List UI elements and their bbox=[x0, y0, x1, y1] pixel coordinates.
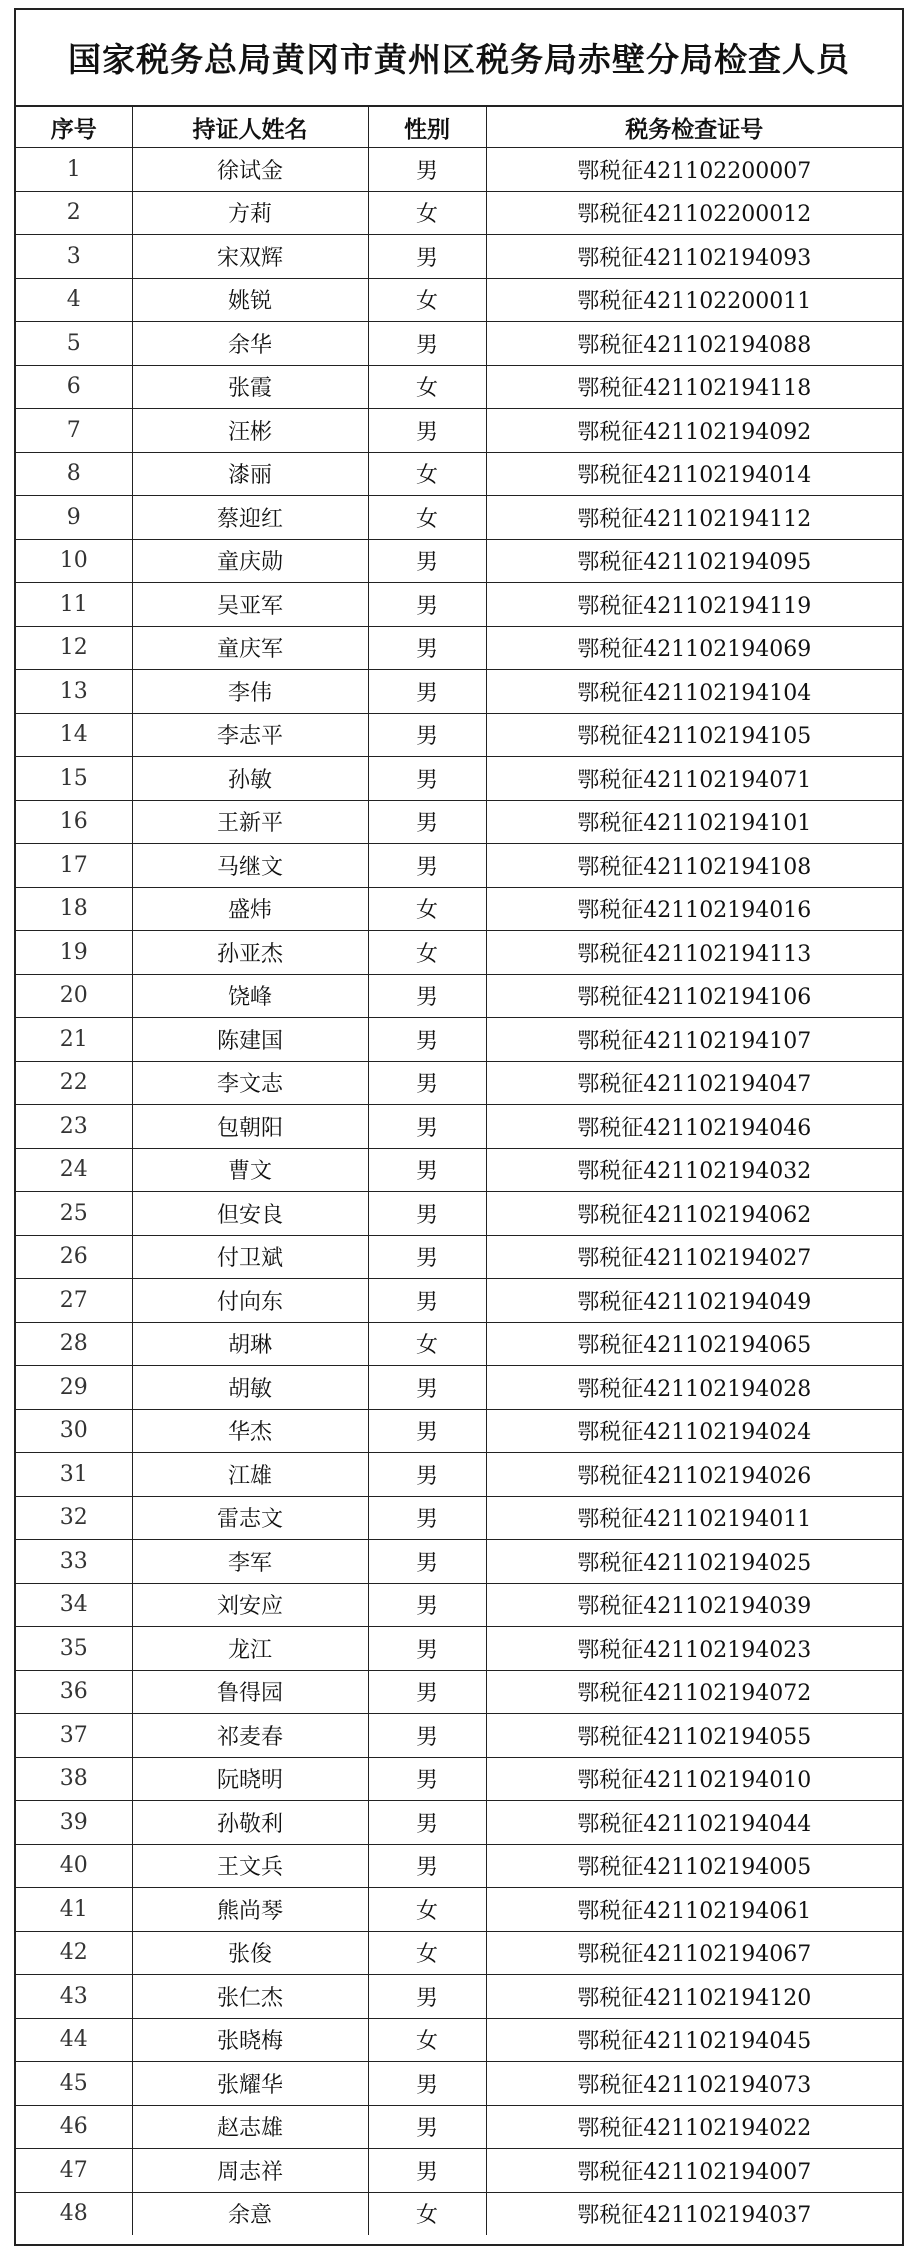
cell-index: 36 bbox=[16, 1670, 132, 1714]
cell-gender: 男 bbox=[368, 1105, 486, 1149]
cell-name: 余意 bbox=[132, 2192, 368, 2235]
cell-name: 姚锐 bbox=[132, 278, 368, 322]
cell-index: 32 bbox=[16, 1496, 132, 1540]
table-row bbox=[16, 191, 902, 235]
cell-gender: 男 bbox=[368, 148, 486, 192]
cell-gender: 男 bbox=[368, 974, 486, 1018]
cell-index: 42 bbox=[16, 1931, 132, 1975]
cell-gender: 男 bbox=[368, 1235, 486, 1279]
cell-certificate: 鄂税征421102194067 bbox=[486, 1931, 902, 1975]
cell-index: 12 bbox=[16, 626, 132, 670]
cell-certificate: 鄂税征421102194062 bbox=[486, 1192, 902, 1236]
cell-name: 蔡迎红 bbox=[132, 496, 368, 540]
cell-name: 周志祥 bbox=[132, 2149, 368, 2193]
table-row bbox=[16, 2192, 902, 2235]
cell-name: 但安良 bbox=[132, 1192, 368, 1236]
cell-gender: 男 bbox=[368, 1757, 486, 1801]
cell-name: 吴亚军 bbox=[132, 583, 368, 627]
cell-index: 38 bbox=[16, 1757, 132, 1801]
cell-certificate: 鄂税征421102194120 bbox=[486, 1975, 902, 2019]
table-row bbox=[16, 1018, 902, 1062]
table-row bbox=[16, 1409, 902, 1453]
cell-index: 3 bbox=[16, 235, 132, 279]
cell-certificate: 鄂税征421102200011 bbox=[486, 278, 902, 322]
table-row bbox=[16, 1148, 902, 1192]
cell-gender: 女 bbox=[368, 278, 486, 322]
cell-name: 鲁得园 bbox=[132, 1670, 368, 1714]
table-row bbox=[16, 322, 902, 366]
cell-index: 18 bbox=[16, 887, 132, 931]
cell-certificate: 鄂税征421102194014 bbox=[486, 452, 902, 496]
cell-name: 付向东 bbox=[132, 1279, 368, 1323]
cell-index: 39 bbox=[16, 1801, 132, 1845]
cell-index: 45 bbox=[16, 2062, 132, 2106]
cell-certificate: 鄂税征421102194071 bbox=[486, 757, 902, 801]
cell-index: 14 bbox=[16, 713, 132, 757]
cell-name: 童庆军 bbox=[132, 626, 368, 670]
cell-name: 阮晓明 bbox=[132, 1757, 368, 1801]
cell-certificate: 鄂税征421102194073 bbox=[486, 2062, 902, 2106]
cell-index: 44 bbox=[16, 2018, 132, 2062]
table-header bbox=[16, 107, 902, 148]
cell-gender: 女 bbox=[368, 2018, 486, 2062]
table-row bbox=[16, 1714, 902, 1758]
cell-name: 赵志雄 bbox=[132, 2105, 368, 2149]
cell-name: 熊尚琴 bbox=[132, 1888, 368, 1932]
cell-index: 20 bbox=[16, 974, 132, 1018]
cell-certificate: 鄂税征421102194010 bbox=[486, 1757, 902, 1801]
cell-index: 46 bbox=[16, 2105, 132, 2149]
cell-certificate: 鄂税征421102200012 bbox=[486, 191, 902, 235]
cell-index: 34 bbox=[16, 1583, 132, 1627]
table-row bbox=[16, 2062, 902, 2106]
cell-name: 孙敏 bbox=[132, 757, 368, 801]
cell-certificate: 鄂税征421102194026 bbox=[486, 1453, 902, 1497]
cell-certificate: 鄂税征421102194023 bbox=[486, 1627, 902, 1671]
cell-index: 40 bbox=[16, 1844, 132, 1888]
column-header-index: 序号 bbox=[16, 107, 132, 148]
cell-gender: 男 bbox=[368, 2105, 486, 2149]
cell-certificate: 鄂税征421102194047 bbox=[486, 1061, 902, 1105]
cell-name: 付卫斌 bbox=[132, 1235, 368, 1279]
cell-gender: 女 bbox=[368, 931, 486, 975]
table-row bbox=[16, 539, 902, 583]
cell-certificate: 鄂税征421102194106 bbox=[486, 974, 902, 1018]
cell-certificate: 鄂税征421102194032 bbox=[486, 1148, 902, 1192]
cell-index: 6 bbox=[16, 365, 132, 409]
table-row bbox=[16, 365, 902, 409]
cell-gender: 男 bbox=[368, 1148, 486, 1192]
cell-name: 孙亚杰 bbox=[132, 931, 368, 975]
cell-certificate: 鄂税征421102194055 bbox=[486, 1714, 902, 1758]
cell-index: 41 bbox=[16, 1888, 132, 1932]
table-row bbox=[16, 1757, 902, 1801]
table-row bbox=[16, 670, 902, 714]
cell-index: 17 bbox=[16, 844, 132, 888]
cell-certificate: 鄂税征421102194039 bbox=[486, 1583, 902, 1627]
cell-name: 曹文 bbox=[132, 1148, 368, 1192]
cell-gender: 男 bbox=[368, 409, 486, 453]
cell-certificate: 鄂税征421102194095 bbox=[486, 539, 902, 583]
cell-certificate: 鄂税征421102194069 bbox=[486, 626, 902, 670]
cell-index: 23 bbox=[16, 1105, 132, 1149]
cell-gender: 女 bbox=[368, 1888, 486, 1932]
cell-name: 江雄 bbox=[132, 1453, 368, 1497]
cell-gender: 男 bbox=[368, 1801, 486, 1845]
cell-certificate: 鄂税征421102194022 bbox=[486, 2105, 902, 2149]
table-row bbox=[16, 496, 902, 540]
cell-certificate: 鄂税征421102194119 bbox=[486, 583, 902, 627]
table-row bbox=[16, 1670, 902, 1714]
table-row bbox=[16, 1583, 902, 1627]
table-row bbox=[16, 1453, 902, 1497]
cell-index: 2 bbox=[16, 191, 132, 235]
table-row bbox=[16, 1235, 902, 1279]
cell-gender: 男 bbox=[368, 1192, 486, 1236]
cell-name: 王文兵 bbox=[132, 1844, 368, 1888]
table-row bbox=[16, 1366, 902, 1410]
cell-name: 王新平 bbox=[132, 800, 368, 844]
cell-gender: 男 bbox=[368, 235, 486, 279]
cell-gender: 男 bbox=[368, 1496, 486, 1540]
cell-certificate: 鄂税征421102194108 bbox=[486, 844, 902, 888]
cell-certificate: 鄂税征421102194093 bbox=[486, 235, 902, 279]
cell-index: 43 bbox=[16, 1975, 132, 2019]
table-body bbox=[16, 148, 902, 2236]
cell-name: 雷志文 bbox=[132, 1496, 368, 1540]
cell-name: 祁麦春 bbox=[132, 1714, 368, 1758]
cell-name: 李伟 bbox=[132, 670, 368, 714]
cell-gender: 男 bbox=[368, 583, 486, 627]
cell-gender: 男 bbox=[368, 322, 486, 366]
cell-name: 胡敏 bbox=[132, 1366, 368, 1410]
table-row bbox=[16, 148, 902, 192]
cell-name: 徐试金 bbox=[132, 148, 368, 192]
cell-name: 张仁杰 bbox=[132, 1975, 368, 2019]
cell-name: 盛炜 bbox=[132, 887, 368, 931]
cell-index: 21 bbox=[16, 1018, 132, 1062]
cell-name: 孙敬利 bbox=[132, 1801, 368, 1845]
page-title: 国家税务总局黄冈市黄州区税务局赤壁分局检查人员 bbox=[16, 10, 902, 107]
cell-index: 9 bbox=[16, 496, 132, 540]
inspector-roster-sheet bbox=[14, 8, 904, 2246]
cell-index: 24 bbox=[16, 1148, 132, 1192]
table-row bbox=[16, 409, 902, 453]
cell-gender: 男 bbox=[368, 1714, 486, 1758]
table-row bbox=[16, 887, 902, 931]
table-row bbox=[16, 974, 902, 1018]
cell-gender: 男 bbox=[368, 1018, 486, 1062]
cell-certificate: 鄂税征421102194024 bbox=[486, 1409, 902, 1453]
column-header-gender: 性别 bbox=[368, 107, 486, 148]
cell-name: 张霞 bbox=[132, 365, 368, 409]
table-row bbox=[16, 931, 902, 975]
cell-index: 35 bbox=[16, 1627, 132, 1671]
table-row bbox=[16, 800, 902, 844]
cell-name: 华杰 bbox=[132, 1409, 368, 1453]
table-row bbox=[16, 278, 902, 322]
cell-certificate: 鄂税征421102200007 bbox=[486, 148, 902, 192]
cell-name: 李志平 bbox=[132, 713, 368, 757]
cell-index: 26 bbox=[16, 1235, 132, 1279]
cell-index: 7 bbox=[16, 409, 132, 453]
cell-gender: 男 bbox=[368, 2062, 486, 2106]
table-row bbox=[16, 1975, 902, 2019]
column-header-name: 持证人姓名 bbox=[132, 107, 368, 148]
cell-certificate: 鄂税征421102194061 bbox=[486, 1888, 902, 1932]
table-row bbox=[16, 1801, 902, 1845]
cell-gender: 男 bbox=[368, 626, 486, 670]
cell-index: 5 bbox=[16, 322, 132, 366]
cell-gender: 男 bbox=[368, 1583, 486, 1627]
cell-gender: 男 bbox=[368, 1366, 486, 1410]
cell-gender: 男 bbox=[368, 800, 486, 844]
cell-certificate: 鄂税征421102194118 bbox=[486, 365, 902, 409]
cell-gender: 男 bbox=[368, 757, 486, 801]
header-row bbox=[16, 107, 902, 148]
cell-certificate: 鄂税征421102194046 bbox=[486, 1105, 902, 1149]
cell-name: 龙江 bbox=[132, 1627, 368, 1671]
cell-certificate: 鄂税征421102194072 bbox=[486, 1670, 902, 1714]
table-row bbox=[16, 1627, 902, 1671]
cell-index: 1 bbox=[16, 148, 132, 192]
table-row bbox=[16, 1496, 902, 1540]
cell-name: 马继文 bbox=[132, 844, 368, 888]
cell-certificate: 鄂税征421102194027 bbox=[486, 1235, 902, 1279]
table-row bbox=[16, 1105, 902, 1149]
cell-certificate: 鄂税征421102194045 bbox=[486, 2018, 902, 2062]
cell-gender: 男 bbox=[368, 713, 486, 757]
cell-gender: 男 bbox=[368, 1844, 486, 1888]
cell-gender: 女 bbox=[368, 452, 486, 496]
cell-certificate: 鄂税征421102194028 bbox=[486, 1366, 902, 1410]
cell-certificate: 鄂税征421102194113 bbox=[486, 931, 902, 975]
cell-certificate: 鄂税征421102194088 bbox=[486, 322, 902, 366]
cell-index: 47 bbox=[16, 2149, 132, 2193]
cell-certificate: 鄂税征421102194007 bbox=[486, 2149, 902, 2193]
cell-certificate: 鄂税征421102194044 bbox=[486, 1801, 902, 1845]
cell-gender: 男 bbox=[368, 670, 486, 714]
cell-index: 22 bbox=[16, 1061, 132, 1105]
cell-gender: 男 bbox=[368, 1279, 486, 1323]
cell-index: 4 bbox=[16, 278, 132, 322]
cell-gender: 男 bbox=[368, 1627, 486, 1671]
cell-name: 陈建国 bbox=[132, 1018, 368, 1062]
cell-certificate: 鄂税征421102194065 bbox=[486, 1322, 902, 1366]
table-row bbox=[16, 1540, 902, 1584]
table-row bbox=[16, 757, 902, 801]
table-row bbox=[16, 2018, 902, 2062]
cell-name: 包朝阳 bbox=[132, 1105, 368, 1149]
cell-name: 张俊 bbox=[132, 1931, 368, 1975]
cell-name: 张耀华 bbox=[132, 2062, 368, 2106]
cell-certificate: 鄂税征421102194049 bbox=[486, 1279, 902, 1323]
cell-name: 胡琳 bbox=[132, 1322, 368, 1366]
cell-gender: 男 bbox=[368, 1975, 486, 2019]
cell-gender: 男 bbox=[368, 1409, 486, 1453]
cell-certificate: 鄂税征421102194037 bbox=[486, 2192, 902, 2235]
table-row bbox=[16, 1931, 902, 1975]
cell-name: 汪彬 bbox=[132, 409, 368, 453]
cell-gender: 女 bbox=[368, 1322, 486, 1366]
cell-gender: 男 bbox=[368, 2149, 486, 2193]
cell-gender: 女 bbox=[368, 496, 486, 540]
cell-certificate: 鄂税征421102194005 bbox=[486, 1844, 902, 1888]
cell-gender: 男 bbox=[368, 1540, 486, 1584]
cell-gender: 女 bbox=[368, 1931, 486, 1975]
cell-index: 25 bbox=[16, 1192, 132, 1236]
cell-name: 漆丽 bbox=[132, 452, 368, 496]
cell-index: 15 bbox=[16, 757, 132, 801]
cell-certificate: 鄂税征421102194105 bbox=[486, 713, 902, 757]
cell-index: 29 bbox=[16, 1366, 132, 1410]
cell-index: 30 bbox=[16, 1409, 132, 1453]
cell-index: 31 bbox=[16, 1453, 132, 1497]
table-row bbox=[16, 2105, 902, 2149]
cell-name: 宋双辉 bbox=[132, 235, 368, 279]
cell-gender: 男 bbox=[368, 844, 486, 888]
cell-name: 饶峰 bbox=[132, 974, 368, 1018]
cell-certificate: 鄂税征421102194104 bbox=[486, 670, 902, 714]
table-row bbox=[16, 844, 902, 888]
cell-name: 刘安应 bbox=[132, 1583, 368, 1627]
table-row bbox=[16, 1888, 902, 1932]
cell-index: 10 bbox=[16, 539, 132, 583]
cell-gender: 男 bbox=[368, 1061, 486, 1105]
table-row bbox=[16, 1322, 902, 1366]
cell-index: 19 bbox=[16, 931, 132, 975]
cell-certificate: 鄂税征421102194016 bbox=[486, 887, 902, 931]
cell-gender: 女 bbox=[368, 2192, 486, 2235]
cell-certificate: 鄂税征421102194107 bbox=[486, 1018, 902, 1062]
cell-name: 李文志 bbox=[132, 1061, 368, 1105]
cell-certificate: 鄂税征421102194092 bbox=[486, 409, 902, 453]
table-row bbox=[16, 1192, 902, 1236]
cell-index: 16 bbox=[16, 800, 132, 844]
cell-gender: 男 bbox=[368, 1453, 486, 1497]
cell-certificate: 鄂税征421102194101 bbox=[486, 800, 902, 844]
table-row bbox=[16, 583, 902, 627]
table-row bbox=[16, 713, 902, 757]
table-row bbox=[16, 1844, 902, 1888]
cell-index: 27 bbox=[16, 1279, 132, 1323]
cell-name: 余华 bbox=[132, 322, 368, 366]
cell-index: 11 bbox=[16, 583, 132, 627]
cell-certificate: 鄂税征421102194112 bbox=[486, 496, 902, 540]
cell-index: 37 bbox=[16, 1714, 132, 1758]
table-row bbox=[16, 2149, 902, 2193]
cell-index: 33 bbox=[16, 1540, 132, 1584]
table-row bbox=[16, 452, 902, 496]
cell-index: 8 bbox=[16, 452, 132, 496]
cell-name: 张晓梅 bbox=[132, 2018, 368, 2062]
table-row bbox=[16, 1279, 902, 1323]
table-row bbox=[16, 626, 902, 670]
cell-index: 28 bbox=[16, 1322, 132, 1366]
cell-certificate: 鄂税征421102194025 bbox=[486, 1540, 902, 1584]
cell-name: 童庆勋 bbox=[132, 539, 368, 583]
inspector-table bbox=[16, 107, 902, 2235]
cell-gender: 男 bbox=[368, 1670, 486, 1714]
cell-gender: 女 bbox=[368, 365, 486, 409]
cell-gender: 女 bbox=[368, 191, 486, 235]
cell-index: 48 bbox=[16, 2192, 132, 2235]
cell-gender: 女 bbox=[368, 887, 486, 931]
table-row bbox=[16, 1061, 902, 1105]
cell-gender: 男 bbox=[368, 539, 486, 583]
cell-name: 李军 bbox=[132, 1540, 368, 1584]
cell-index: 13 bbox=[16, 670, 132, 714]
cell-certificate: 鄂税征421102194011 bbox=[486, 1496, 902, 1540]
cell-name: 方莉 bbox=[132, 191, 368, 235]
column-header-certificate: 税务检查证号 bbox=[486, 107, 902, 148]
table-row bbox=[16, 235, 902, 279]
